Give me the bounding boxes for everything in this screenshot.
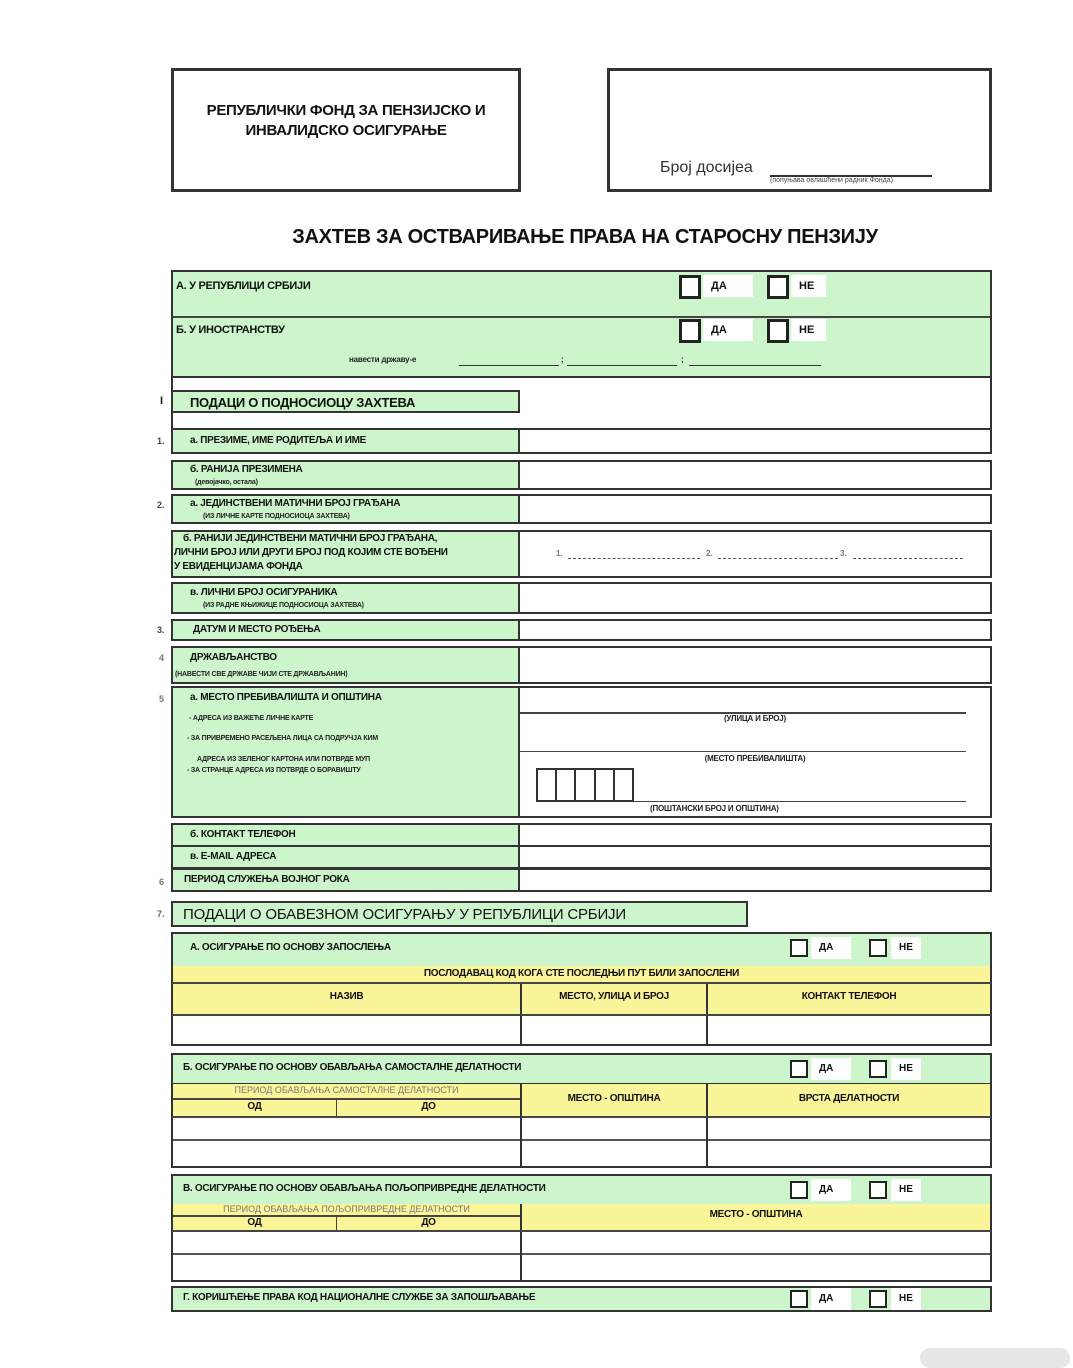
serbia-yes-checkbox[interactable] <box>679 275 701 299</box>
employment-service-no-checkbox[interactable] <box>869 1290 887 1308</box>
self-employment-block <box>171 1053 992 1085</box>
section7-title-box <box>171 901 748 927</box>
row-1a <box>171 428 520 454</box>
employer-header <box>171 966 992 984</box>
self-employment-activity-field-1[interactable] <box>708 1118 990 1141</box>
previous-id-field-3[interactable] <box>853 558 963 559</box>
self-employment-period-field-2[interactable] <box>173 1143 520 1166</box>
row-5c-label: в. E-MAIL АДРЕСА <box>190 851 277 862</box>
section7-number: 7. <box>157 909 165 919</box>
insured-personal-number-field[interactable] <box>518 582 992 614</box>
self-employment-to-header: ДО <box>421 1101 436 1112</box>
email-field[interactable] <box>518 845 992 869</box>
employment-yes-label: ДА <box>811 937 851 959</box>
row-5a-label: а. МЕСТО ПРЕБИВАЛИШТА И ОПШТИНА <box>190 692 382 703</box>
self-employment-from-header: ОД <box>247 1101 262 1112</box>
employment-service-block <box>171 1286 992 1312</box>
row-5b <box>171 823 520 847</box>
row-1b <box>171 460 520 490</box>
postal-municipality-field[interactable] <box>634 786 966 802</box>
row-2b-label-line1: б. РАНИЈИ ЈЕДИНСТВЕНИ МАТИЧНИ БРОЈ ГРАЂАНА, <box>183 533 438 544</box>
employment-service-yes-checkbox[interactable] <box>790 1290 808 1308</box>
row-2c <box>171 582 520 614</box>
street-number-field[interactable] <box>520 698 966 714</box>
row-2b <box>171 530 520 578</box>
previous-surnames-field[interactable] <box>518 460 992 490</box>
countries-label: навести државу-е <box>349 355 417 364</box>
agriculture-from-header: ОД <box>247 1217 262 1228</box>
row-5a-note4: - ЗА СТРАНЦЕ АДРЕСА ИЗ ПОТВРДЕ О БОРАВИШТУ <box>187 767 361 774</box>
agriculture-period-header: ПЕРИОД ОБАВЉАЊА ПОЉОПРИВРЕДНЕ ДЕЛАТНОСТИ <box>223 1204 470 1214</box>
jmbg-field[interactable] <box>518 494 992 524</box>
row-6-label: ПЕРИОД СЛУЖЕЊА ВОЈНОГ РОКА <box>184 874 350 885</box>
citizenship-field[interactable] <box>518 646 992 684</box>
row-4-label: ДРЖАВЉАНСТВО <box>190 652 277 663</box>
previous-id-number-2: 2. <box>706 549 713 558</box>
residence-serbia-label: А. У РЕПУБЛИЦИ СРБИЈИ <box>176 280 311 292</box>
self-employment-no-checkbox[interactable] <box>869 1060 887 1078</box>
self-employment-activity-header: ВРСТА ДЕЛАТНОСТИ <box>798 1093 900 1104</box>
row-2c-note: (ИЗ РАДНЕ КЊИЖИЦЕ ПОДНОСИОЦА ЗАХТЕВА) <box>203 602 364 609</box>
employment-no-label: НЕ <box>891 937 921 959</box>
scroll-pill <box>920 1348 1070 1368</box>
agriculture-period-field-1[interactable] <box>173 1232 520 1255</box>
self-employment-place-header: МЕСТО - ОПШТИНА <box>567 1093 661 1104</box>
employment-no-checkbox[interactable] <box>869 939 887 957</box>
row-4-note: (НАВЕСТИ СВЕ ДРЖАВЕ ЧИЈИ СТЕ ДРЖАВЉАНИН) <box>175 671 348 678</box>
serbia-yes-label: ДА <box>703 275 753 297</box>
employer-col-address: МЕСТО, УЛИЦА И БРОЈ <box>559 991 669 1002</box>
row-5a-note3: АДРЕСА ИЗ ЗЕЛЕНОГ КАРТОНА ИЛИ ПОТВРДЕ МУП <box>197 756 371 763</box>
residence-abroad-label: Б. У ИНОСТРАНСТВУ <box>176 324 285 336</box>
employer-col-phone: КОНТАКТ ТЕЛЕФОН <box>801 991 897 1002</box>
employer-row <box>171 1016 992 1046</box>
employment-insurance-block <box>171 932 992 968</box>
agriculture-block <box>171 1174 992 1206</box>
employer-col-name: НАЗИВ <box>329 991 364 1002</box>
street-caption: (УЛИЦА И БРОЈ) <box>723 714 787 723</box>
agriculture-place-field-2[interactable] <box>522 1257 990 1280</box>
row-5a <box>171 686 520 818</box>
abroad-no-label: НЕ <box>791 319 826 341</box>
row-1b-note: (девојачко, остала) <box>195 479 258 486</box>
employment-service-label: Г. КОРИШЋЕЊЕ ПРАВА КОД НАЦИОНАЛНЕ СЛУЖБЕ ЗА ЗАПОШЉАВАЊЕ <box>183 1292 536 1303</box>
agriculture-place-header: МЕСТО - ОПШТИНА <box>709 1209 803 1220</box>
surname-parent-name-field[interactable] <box>518 428 992 454</box>
country-separator: ; <box>681 355 684 364</box>
employer-name-field[interactable] <box>173 1016 520 1044</box>
self-employment-period-header: ПЕРИОД ОБАВЉАЊА САМОСТАЛНЕ ДЕЛАТНОСТИ <box>234 1085 459 1095</box>
abroad-yes-label: ДА <box>703 319 753 341</box>
military-service-period-field[interactable] <box>518 868 992 892</box>
residence-place-caption: (МЕСТО ПРЕБИВАЛИШТА) <box>704 754 806 763</box>
self-employment-yes-checkbox[interactable] <box>790 1060 808 1078</box>
agriculture-place-field-1[interactable] <box>522 1232 990 1255</box>
self-employment-activity-field-2[interactable] <box>708 1143 990 1166</box>
contact-phone-field[interactable] <box>518 823 992 847</box>
agriculture-header <box>171 1204 992 1232</box>
country-field-2[interactable] <box>567 352 677 366</box>
employment-insurance-label: А. ОСИГУРАЊЕ ПО ОСНОВУ ЗАПОСЛЕЊА <box>190 942 391 953</box>
serbia-no-checkbox[interactable] <box>767 275 789 299</box>
employer-address-field[interactable] <box>522 1016 706 1044</box>
row-5a-note2: - ЗА ПРИВРЕМЕНО РАСЕЉЕНА ЛИЦА СА ПОДРУЧЈА КИМ <box>187 735 378 742</box>
employment-service-no-label: НЕ <box>891 1288 921 1310</box>
row-6 <box>171 868 520 892</box>
agriculture-label: В. ОСИГУРАЊЕ ПО ОСНОВУ ОБАВЉАЊА ПОЉОПРИВРЕДНЕ ДЕЛАТНОСТИ <box>183 1183 546 1194</box>
self-employment-label: Б. ОСИГУРАЊЕ ПО ОСНОВУ ОБАВЉАЊА САМОСТАЛНЕ ДЕЛАТНОСТИ <box>183 1062 522 1073</box>
country-separator: ; <box>561 355 564 364</box>
institution-box <box>171 68 521 192</box>
row-number: 6 <box>159 877 165 887</box>
self-employment-yes-label: ДА <box>811 1058 851 1080</box>
self-employment-period-field-1[interactable] <box>173 1118 520 1141</box>
birth-date-place-field[interactable] <box>518 619 992 641</box>
country-field-1[interactable] <box>459 352 559 366</box>
section7-title: ПОДАЦИ О ОБАВЕЗНОМ ОСИГУРАЊУ У РЕПУБЛИЦИ СРБИЈИ <box>183 906 626 923</box>
row-5a-note1: - АДРЕСА ИЗ ВАЖЕЋЕ ЛИЧНЕ КАРТЕ <box>189 715 314 722</box>
self-employment-rows <box>171 1118 992 1168</box>
previous-ids-block <box>518 530 992 578</box>
agriculture-no-checkbox[interactable] <box>869 1181 887 1199</box>
institution-name-line1: РЕПУБЛИЧКИ ФОНД ЗА ПЕНЗИЈСКО И <box>206 102 486 119</box>
form-title: ЗАХТЕВ ЗА ОСТВАРИВАЊЕ ПРАВА НА СТАРОСНУ ПЕНЗИЈУ <box>292 226 878 248</box>
country-field-3[interactable] <box>689 352 821 366</box>
row-number: 1. <box>157 436 165 446</box>
row-2b-label-line3: У ЕВИДЕНЦИЈАМА ФОНДА <box>174 561 303 572</box>
agriculture-no-label: НЕ <box>891 1179 921 1201</box>
agriculture-yes-checkbox[interactable] <box>790 1181 808 1199</box>
agriculture-period-field-2[interactable] <box>173 1257 520 1280</box>
employer-header-label: ПОСЛОДАВАЦ КОД КОГА СТЕ ПОСЛЕДЊИ ПУТ БИЛИ ЗАПОСЛЕНИ <box>423 968 740 979</box>
postal-code-boxes[interactable] <box>536 768 634 802</box>
agriculture-to-header: ДО <box>421 1217 436 1228</box>
agriculture-yes-label: ДА <box>811 1179 851 1201</box>
serbia-no-label: НЕ <box>791 275 826 297</box>
row-4 <box>171 646 520 684</box>
row-2c-label: в. ЛИЧНИ БРОЈ ОСИГУРАНИКА <box>190 587 338 598</box>
abroad-yes-checkbox[interactable] <box>679 319 701 343</box>
address-block <box>518 686 992 818</box>
row-number: 5 <box>159 694 165 704</box>
row-3 <box>171 619 520 641</box>
section1-title: ПОДАЦИ О ПОДНОСИОЦУ ЗАХТЕВА <box>190 395 416 410</box>
row-number: 4 <box>159 653 165 663</box>
row-number: 3. <box>157 625 165 635</box>
previous-id-number-1: 1. <box>556 549 563 558</box>
row-2b-label-line2: ЛИЧНИ БРОЈ ИЛИ ДРУГИ БРОЈ ПОД КОЈИМ СТЕ ВОЂЕНИ <box>174 547 448 558</box>
row-5b-label: б. КОНТАКТ ТЕЛЕФОН <box>190 829 296 840</box>
abroad-no-checkbox[interactable] <box>767 319 789 343</box>
agriculture-rows <box>171 1232 992 1282</box>
employment-service-yes-label: ДА <box>811 1288 851 1310</box>
dossier-label: Број досијеа <box>660 159 753 176</box>
section1-title-box <box>171 390 520 413</box>
institution-name-line2: ИНВАЛИДСКО ОСИГУРАЊЕ <box>245 122 447 139</box>
row-2a-label: а. ЈЕДИНСТВЕНИ МАТИЧНИ БРОЈ ГРАЂАНА <box>190 498 401 509</box>
row-2a-note: (ИЗ ЛИЧНЕ КАРТЕ ПОДНОСИОЦА ЗАХТЕВА) <box>203 513 350 520</box>
residence-place-field[interactable] <box>520 736 966 752</box>
self-employment-no-label: НЕ <box>891 1058 921 1080</box>
row-2a <box>171 494 520 524</box>
row-number: 2. <box>157 500 165 510</box>
employer-phone-field[interactable] <box>708 1016 990 1044</box>
self-employment-place-field-2[interactable] <box>522 1143 706 1166</box>
previous-id-field-2[interactable] <box>718 558 838 559</box>
section1-roman: I <box>160 395 164 407</box>
employer-columns <box>171 984 992 1016</box>
previous-id-field-1[interactable] <box>568 558 700 559</box>
self-employment-place-field-1[interactable] <box>522 1118 706 1141</box>
previous-id-number-3: 3. <box>840 549 847 558</box>
postal-caption: (ПОШТАНСКИ БРОЈ И ОПШТИНА) <box>650 804 779 813</box>
row-5c <box>171 845 520 869</box>
residence-block <box>171 270 992 378</box>
dossier-note: (попуњава овлашћени радник Фонда) <box>770 177 893 184</box>
self-employment-header <box>171 1084 992 1118</box>
row-3-label: ДАТУМ И МЕСТО РОЂЕЊА <box>193 624 321 635</box>
employment-yes-checkbox[interactable] <box>790 939 808 957</box>
row-1b-label: б. РАНИЈА ПРЕЗИМЕНА <box>190 464 303 475</box>
row-1a-label: а. ПРЕЗИМЕ, ИМЕ РОДИТЕЉА И ИМЕ <box>190 435 366 446</box>
dossier-box <box>607 68 992 192</box>
